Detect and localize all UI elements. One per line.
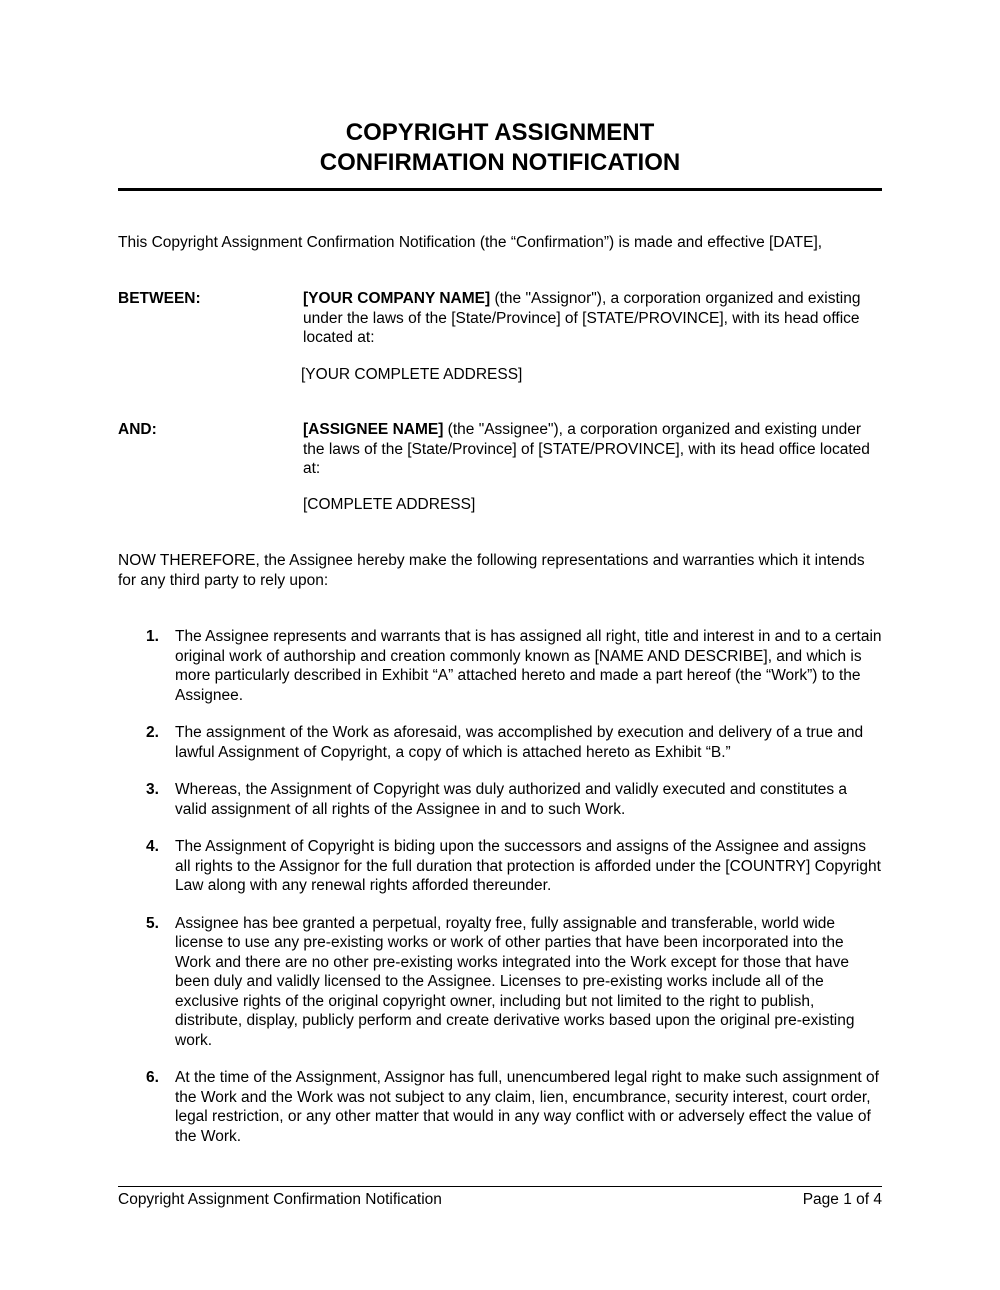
list-item-number: 1.: [146, 628, 159, 645]
list-item-text: The assignment of the Work as aforesaid, was accomplished by execution and delivery of a true and lawful Assignment of Copyright, a copy of which is attached hereto as Exhibit “B.”: [175, 724, 864, 761]
representations-list: [118, 627, 882, 1164]
list-item-number: 2.: [146, 724, 159, 741]
title-divider: [118, 188, 882, 191]
list-item: [118, 837, 882, 896]
assignee-paragraph: [303, 420, 873, 479]
title-line-1: COPYRIGHT ASSIGNMENT: [345, 119, 655, 146]
assignee-text: (the "Assignee"), a corporation organized and existing under the laws of the [State/Province] of [STATE/PROVINCE], with its head office located at:: [303, 421, 870, 477]
assignor-text: (the "Assignor"), a corporation organized and existing under the laws of the [State/Province] of [STATE/PROVINCE], with its head office located at:: [303, 290, 861, 346]
list-item-text: Assignee has bee granted a perpetual, royalty free, fully assignable and transferable, world wide license to use any pre-existing works or work of other parties that have been incorporated into the Work and there are no other pre-existing works integrated into the Work except for those that have been duly and validly licensed to the Assignee. Licenses to pre-existing works include all of the exclusive rights of the original copyright owner, including but not limited to the right to publish, distribute, display, publicly perform and create derivative works based upon the original pre-existing work.: [175, 914, 855, 1049]
assignor-name: [YOUR COMPANY NAME]: [303, 290, 491, 307]
assignee-name: [ASSIGNEE NAME]: [303, 421, 444, 438]
document-title: [118, 118, 882, 178]
between-label: BETWEEN:: [118, 290, 201, 307]
and-label: AND:: [118, 421, 157, 438]
list-item: [118, 914, 882, 1051]
list-item-number: 3.: [146, 781, 159, 798]
assignor-address: [YOUR COMPLETE ADDRESS]: [301, 366, 523, 383]
list-item-text: Whereas, the Assignment of Copyright was duly authorized and validly executed and constitutes a valid assignment of all rights of the Assignee in and to such Work.: [175, 781, 848, 818]
list-item-text: The Assignee represents and warrants that is has assigned all right, title and interest in and to a certain original work of authorship and creation commonly known as [NAME AND DESCRIBE], and which is more particularly described in Exhibit “A” attached hereto and made a part hereof (the “Work”) to the Assignee.: [175, 628, 882, 704]
now-therefore-paragraph: NOW THEREFORE, the Assignee hereby make the following representations and warranties which it intends for any third party to rely upon:: [118, 552, 865, 589]
list-item-number: 5.: [146, 914, 159, 932]
list-item: [118, 627, 882, 705]
list-item-number: 4.: [146, 838, 159, 855]
intro-paragraph: This Copyright Assignment Confirmation Notification (the “Confirmation”) is made and effective [DATE],: [118, 234, 823, 251]
list-item: [118, 1068, 882, 1146]
list-item-number: 6.: [146, 1069, 159, 1086]
footer-document-name: Copyright Assignment Confirmation Notification: [118, 1191, 442, 1208]
list-item: [118, 780, 882, 819]
list-item: [118, 723, 882, 762]
footer-page-number: Page 1 of 4: [802, 1191, 882, 1208]
footer-divider: [118, 1186, 882, 1187]
list-item-text: At the time of the Assignment, Assignor has full, unencumbered legal right to make such assignment of the Work and the Work was not subject to any claim, lien, encumbrance, security interest, court order, legal restriction, or any other matter that would in any way conflict with or adversely effect the value of the Work.: [175, 1069, 879, 1145]
list-item-text: The Assignment of Copyright is biding upon the successors and assigns of the Assignee and assigns all rights to the Assignor for the full duration that protection is afforded under the [COUNTRY] Copyright Law along with any renewal rights afforded thereunder.: [175, 838, 881, 894]
title-line-2: CONFIRMATION NOTIFICATION: [319, 149, 681, 176]
assignor-paragraph: [303, 289, 873, 348]
assignee-address: [COMPLETE ADDRESS]: [303, 496, 476, 513]
